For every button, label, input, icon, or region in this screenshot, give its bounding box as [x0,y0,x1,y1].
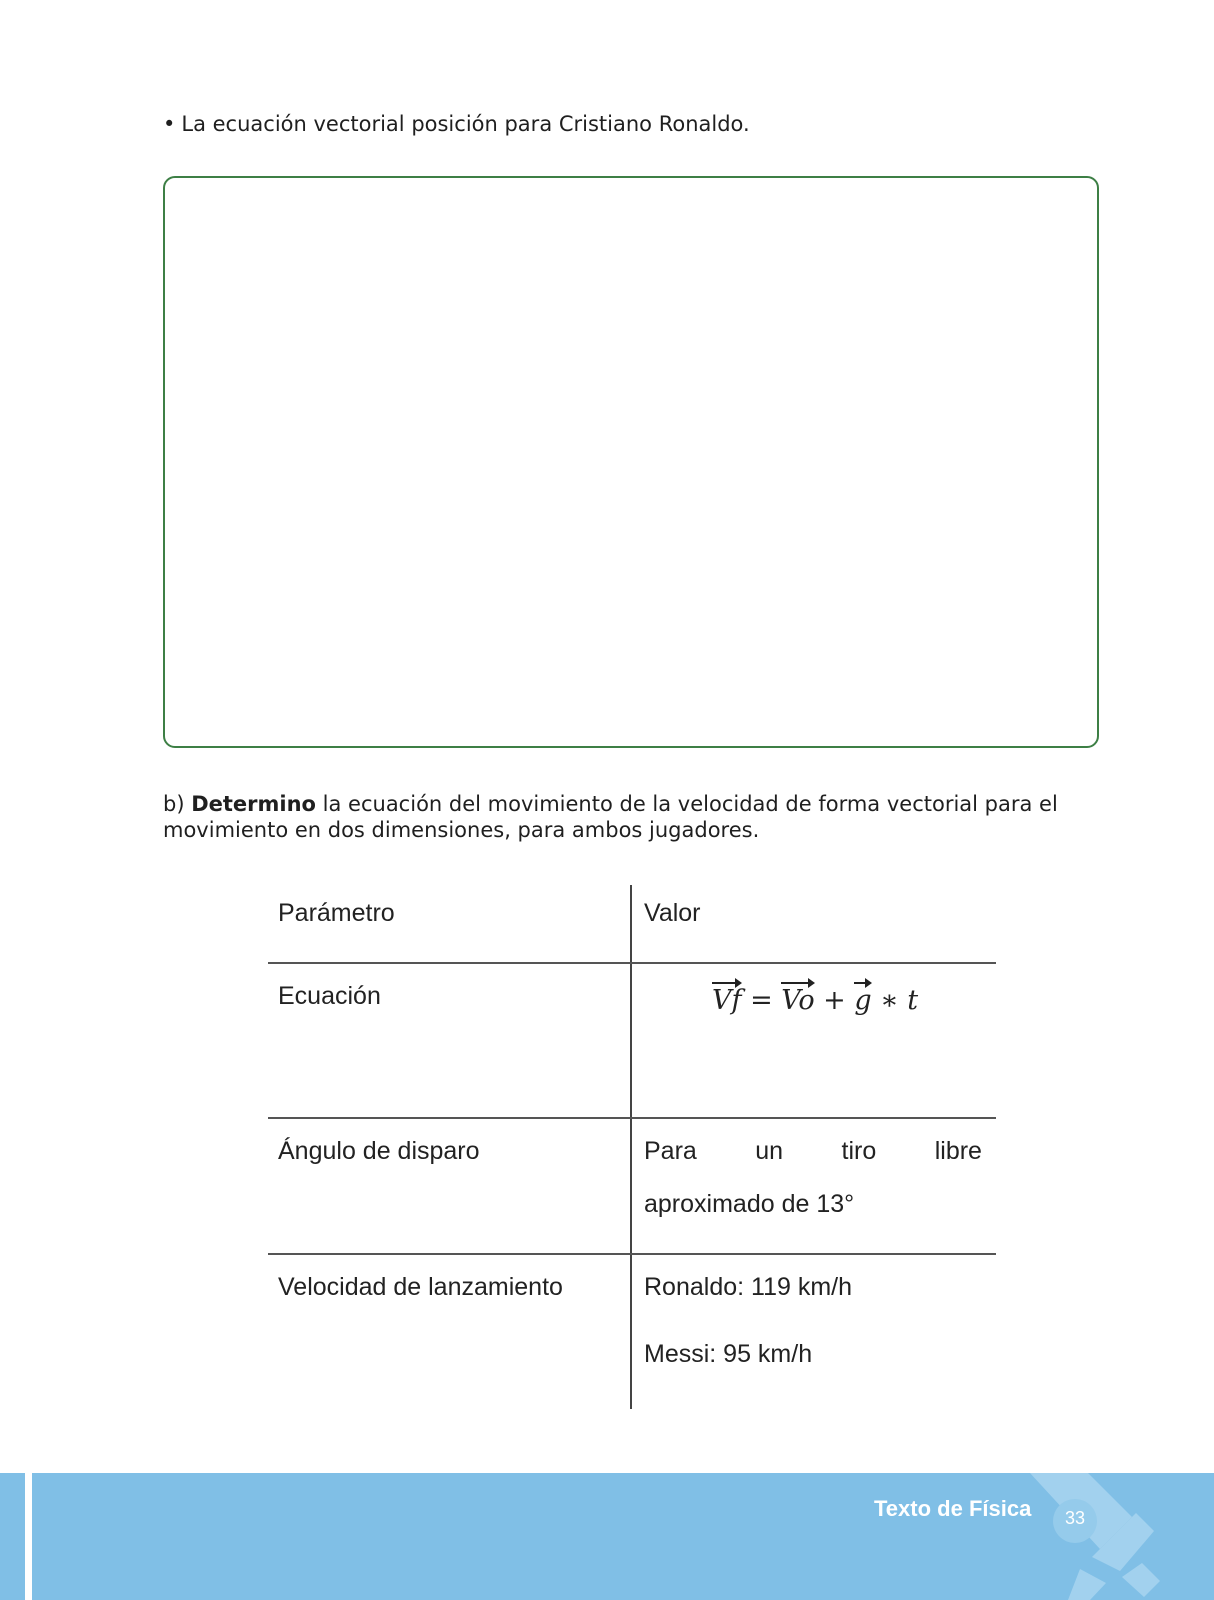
angle-word: Para [644,1137,697,1165]
row-equation-param: Ecuación [278,982,381,1010]
table-row-divider [268,962,996,964]
angle-word: un [755,1137,784,1165]
messi-speed: Messi: 95 km/h [644,1340,813,1368]
section-b-text: la ecuación del movimiento de la velocidad de forma vectorial para el movimiento en dos dimensiones, para ambos jugadores. [163,792,1058,842]
bullet-symbol: • [163,112,176,136]
angle-word: libre [934,1137,982,1165]
formula-rest: ∗ t [871,985,919,1016]
vector-vf: Vf [712,985,742,1016]
table-header-value: Valor [644,899,701,927]
section-b-prefix: b) [163,792,192,816]
row-angle-value-line2: aproximado de 13° [644,1190,855,1218]
table-row-divider [268,1253,996,1255]
footer-stripe [25,1473,32,1600]
page-number: 33 [1064,1508,1086,1528]
row-angle-param: Ángulo de disparo [278,1137,480,1165]
table-header-param: Parámetro [278,899,395,927]
ronaldo-speed: Ronaldo: 119 km/h [644,1273,852,1301]
parameter-table [268,885,996,1409]
footer-title: Texto de Física [874,1496,1032,1521]
row-angle-value-line1 [644,1137,982,1166]
section-b-bold-verb: Determino [191,792,316,816]
bullet-item [163,110,750,138]
angle-word: tiro [841,1137,877,1165]
bullet-text: La ecuación vectorial posición para Cristiano Ronaldo. [181,112,750,136]
table-row-divider [268,1117,996,1119]
row-speed-param: Velocidad de lanzamiento [278,1273,563,1301]
vector-g: g [854,985,872,1016]
rocket-icon [1020,1473,1190,1600]
formula-plus: + [814,985,855,1016]
section-b-paragraph [163,791,1108,843]
footer-bar [0,1473,1214,1600]
vector-vo: Vo [781,985,815,1016]
answer-box[interactable] [163,176,1099,748]
velocity-formula [712,985,918,1016]
formula-equals: = [741,985,782,1016]
